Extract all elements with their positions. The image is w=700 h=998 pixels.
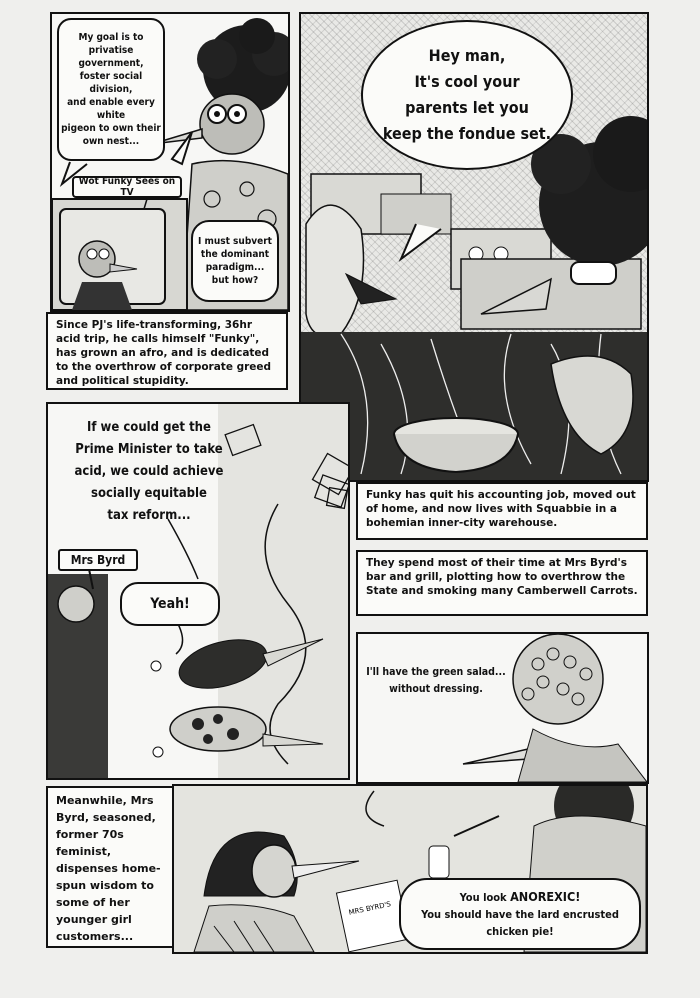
tv-set (52, 199, 187, 310)
customer-curly-hair (513, 634, 603, 724)
panel-1-caption: Since PJ's life-transforming, 36hr acid trip, he calls himself "Funky", has grown an afro, and is dedicated to the overthrow of corporate greed and political stupidity. (46, 312, 288, 390)
panel-5 (172, 784, 648, 954)
funky-glasses (571, 262, 616, 284)
squabbie-hair (306, 205, 364, 336)
panel-5-speech-bubble (399, 878, 641, 950)
panel-5-speech-prefix: You look (459, 891, 511, 904)
panel-5-speech-emphasis: ANOREXIC! (510, 889, 581, 904)
panel-3-speech-bubble: If we could get the Prime Minister to take acid, we could achieve socially equitable tax reform... (74, 420, 224, 523)
mrs-byrd-name-label: Mrs Byrd (58, 549, 138, 571)
panel-1 (50, 12, 290, 312)
menu-card-text: MRS BYRD'S (348, 900, 392, 917)
panel-4 (356, 632, 649, 784)
panel-1-speech-bubble: My goal is to privatise government, foster social division, and enable every white pigeon to own their own nest... (57, 18, 165, 161)
panel-5-speech-rest: You should have the lard encrusted chicken pie! (421, 908, 619, 938)
panel-4-art (358, 634, 647, 782)
panel-2-caption-1: Funky has quit his accounting job, moved out of home, and now lives with Squabbie in a bohemian inner-city warehouse. (356, 482, 648, 540)
customer-beak (463, 749, 528, 764)
panel-4-speech-bubble: I'll have the green salad... without dressing. (366, 666, 506, 695)
panel-3-reply-bubble: Yeah! (120, 582, 220, 626)
panel-2-caption-2: They spend most of their time at Mrs Byrd's bar and grill, plotting how to overthrow the State and smoking many Camberwell Carrots. (356, 550, 648, 616)
panel-2-speech-bubble: Hey man, It's cool your parents let you keep the fondue set. (361, 20, 573, 170)
panel-5-speech-line-1 (460, 888, 581, 906)
panel-1-thought-bubble: I must subvert the dominant paradigm... but how? (191, 220, 279, 302)
panel-5-caption: Meanwhile, Mrs Byrd, seasoned, former 70s feminist, dispenses home-spun wisdom to some of her younger girl customers... (46, 786, 174, 948)
tv-caption-label: Wot Funky Sees on TV (72, 176, 182, 198)
funky-head (200, 94, 264, 154)
panel-2 (299, 12, 649, 482)
panel-3 (46, 402, 350, 780)
